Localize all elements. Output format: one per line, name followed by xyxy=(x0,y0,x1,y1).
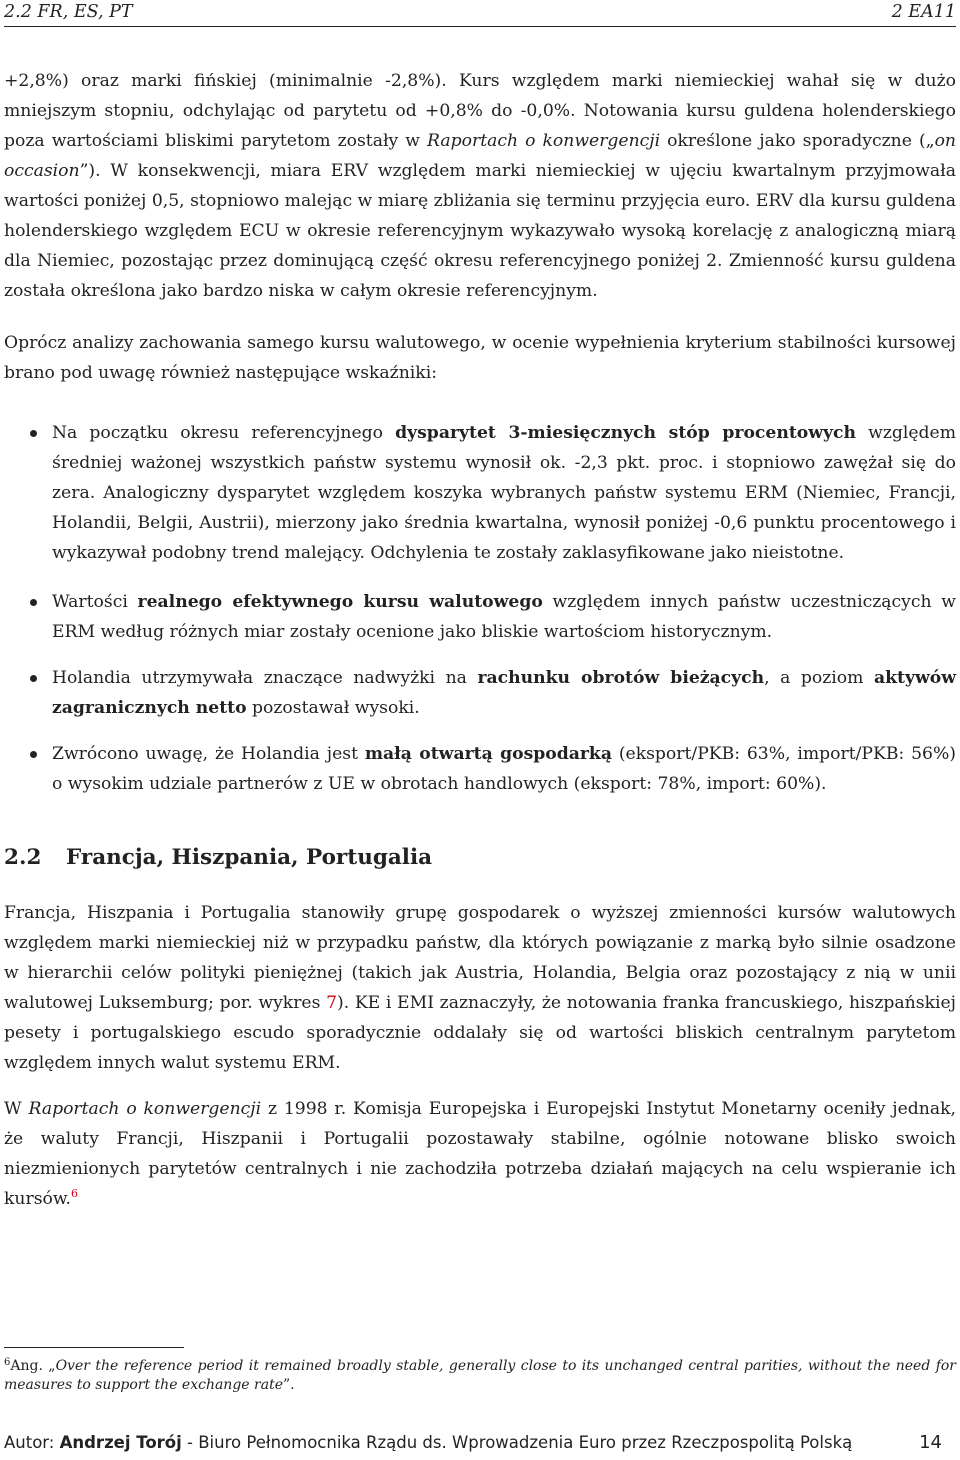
section-number: 2.2 xyxy=(4,845,42,870)
text-run: ). KE i EMI zaznaczyły, że notowania franka francuskiego, hiszpańskiej pesety i portugalskiego escudo sporadycznie oddalały się od wartości bliskich centralnym parytetom względem innych walut systemu ERM. xyxy=(4,993,956,1073)
bullet-icon xyxy=(30,430,37,437)
header-section-label: 2.2 FR, ES, PT xyxy=(4,2,133,22)
text-run: +2,8%) oraz marki fińskiej (minimalnie -2,8%). Kurs względem marki niemieckiej wahał się w dużo mniejszym stopniu, odchylając od parytetu od +0,8% do -0,0%. Notowania kursu guldena holenderskiego poza wartościami bliskimi parytetom zostały w xyxy=(4,71,956,151)
list-item xyxy=(4,418,956,568)
list-item xyxy=(4,587,956,647)
text-run: względem średniej ważonej wszystkich państw systemu wynosił ok. -2,3 pkt. proc. i stopniowo zawężał się do zera. Analogiczny dysparytet względem koszyka wybranych państw systemu ERM (Niemiec, Francji, Holandii, Belgii, Austrii), mierzony jako średnia kwartalna, wynosił poniżej -0,6 punktu procentowego i wykazywał podobny trend malejący. Odchylenia te zostały zaklasyfikowane jako nieistotne. xyxy=(52,423,957,563)
bold-term: małą otwartą gospodarką xyxy=(364,744,612,764)
text-run: z 1998 r. Komisja Europejska i Europejski Instytut Monetarny oceniły jednak, że waluty Francji, Hiszpanii i Portugalii pozostawały stabilne, ogólnie notowane blisko swoich niezmienionych parytetów centralnych i nie zachodziła potrzeba działań mających na celu wspieranie ich kursów. xyxy=(4,1099,956,1209)
section-paragraph-2 xyxy=(4,1094,956,1214)
section-title: Francja, Hiszpania, Portugalia xyxy=(66,845,433,870)
text-run: pozostawał wysoki. xyxy=(246,698,420,718)
footnote xyxy=(4,1357,956,1395)
footnote-mark: 6 xyxy=(4,1357,11,1368)
text-run: (eksport/PKB: 63%, import/PKB: 56%) o wysokim udziale partnerów z UE w obrotach handlowych (eksport: 78%, import: 60%). xyxy=(52,744,956,794)
footer-author: Andrzej Torój xyxy=(59,1433,182,1452)
text-run: określone jako sporadyczne („ xyxy=(660,131,935,151)
italic-term: Raportach o konwergencji xyxy=(28,1099,262,1119)
italic-term: on occasion xyxy=(4,131,956,181)
bold-term: aktywów zagranicznych netto xyxy=(52,668,956,718)
section-paragraph-1 xyxy=(4,898,956,1078)
text-run: ”). W konsekwencji, miara ERV względem marki niemieckiej w ujęciu kwartalnym przyjmowała wartości poniżej 0,5, stopniowo malejąc w miarę zbliżania się terminu przyjęcia euro. ERV dla kursu guldena holenderskiego względem ECU w okresie referencyjnym wykazywało wysoką korelację z analogiczną miarą dla Niemiec, pozostając przez dominującą część okresu referencyjnego poniżej 2. Zmienność kursu guldena została określona jako bardzo niska w całym okresie referencyjnym. xyxy=(4,161,956,301)
text-run: Ang. „ xyxy=(10,1358,56,1374)
footnote-quote: Over the reference period it remained broadly stable, generally close to its unchanged central parities, without the need for measures to support the exchange rate xyxy=(4,1358,956,1393)
footer-label: Autor: xyxy=(4,1433,60,1452)
page-footer xyxy=(4,1432,942,1454)
header-chapter-label: 2 EA11 xyxy=(891,2,956,22)
bold-term: dysparytet 3-miesięcznych stóp procentowych xyxy=(395,423,856,443)
page-number: 14 xyxy=(919,1432,942,1453)
intro-paragraph-1 xyxy=(4,66,956,306)
figure-reference-link[interactable]: 7 xyxy=(326,993,338,1013)
indicator-list xyxy=(4,418,956,799)
bullet-icon xyxy=(30,675,37,682)
intro-paragraph-2: Oprócz analizy zachowania samego kursu walutowego, w ocenie wypełnienia kryterium stabilności kursowej brano pod uwagę również następujące wskaźniki: xyxy=(4,333,956,383)
bullet-icon xyxy=(30,751,37,758)
text-run: Holandia utrzymywała znaczące nadwyżki na xyxy=(52,668,478,688)
italic-term: Raportach o konwergencji xyxy=(427,131,661,151)
text-run: Francja, Hiszpania i Portugalia stanowiły grupę gospodarek o wyższej zmienności kursów walutowych względem marki niemieckiej niż w przypadku państw, dla których powiązanie z marką było silnie osadzone w hierarchii celów polityki pieniężnej (takich jak Austria, Holandia, Belgia oraz pozostający z nią w unii walutowej Luksemburg; por. wykres xyxy=(4,903,956,1013)
running-header xyxy=(4,0,956,27)
section-heading xyxy=(4,842,432,874)
footer-affiliation: - Biuro Pełnomocnika Rządu ds. Wprowadzenia Euro przez Rzeczpospolitą Polską xyxy=(181,1433,853,1452)
text-run: ”. xyxy=(282,1377,295,1393)
text-run: , a poziom xyxy=(764,668,874,688)
list-item xyxy=(4,739,956,799)
bold-term: realnego efektywnego kursu walutowego xyxy=(137,592,543,612)
text-run: Zwrócono uwagę, że Holandia jest xyxy=(52,744,365,764)
text-run: Na początku okresu referencyjnego xyxy=(52,423,396,443)
text-run: względem innych państw uczestniczących w ERM według różnych miar zostały ocenione jako bliskie wartościom historycznym. xyxy=(52,592,956,642)
text-run: W xyxy=(4,1099,29,1119)
bullet-icon xyxy=(30,599,37,606)
list-item xyxy=(4,663,956,723)
footnote-reference-link[interactable]: 6 xyxy=(71,1187,79,1200)
text-run: Wartości xyxy=(52,592,138,612)
bold-term: rachunku obrotów bieżących xyxy=(477,668,765,688)
footnote-divider xyxy=(4,1347,184,1348)
